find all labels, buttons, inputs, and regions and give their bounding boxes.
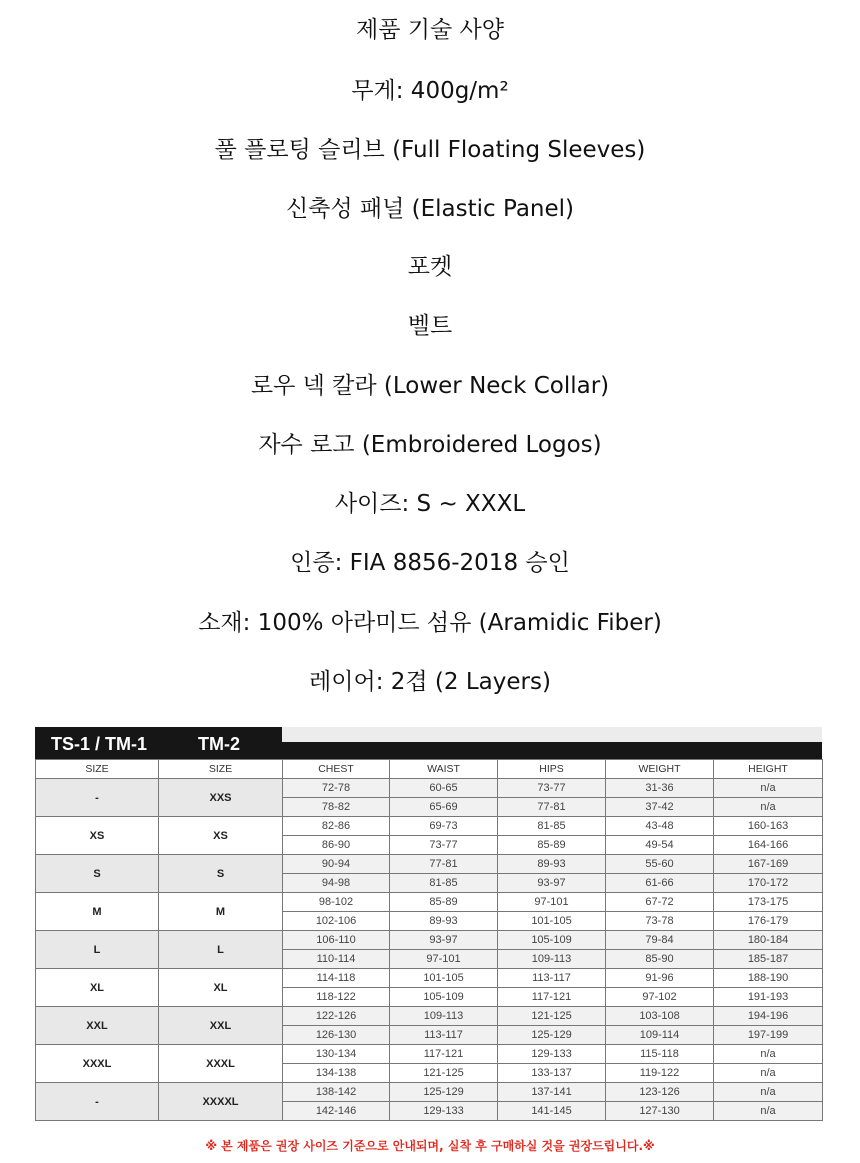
measure-cell: 117-121 (498, 988, 606, 1007)
measure-cell: 89-93 (390, 912, 498, 931)
measure-cell: 191-193 (714, 988, 823, 1007)
spec-weight: 무게: 400g/m² (351, 78, 509, 104)
column-header: WAIST (390, 760, 498, 779)
size-cell-model-a: XS (36, 817, 159, 855)
size-cell-model-a: S (36, 855, 159, 893)
measure-cell: 110-114 (283, 950, 390, 969)
measure-cell: 69-73 (390, 817, 498, 836)
measure-cell: 109-114 (606, 1026, 714, 1045)
measure-cell: 133-137 (498, 1064, 606, 1083)
model-b-label: TM-2 (198, 734, 240, 754)
measure-cell: 127-130 (606, 1102, 714, 1121)
measure-cell: 101-105 (498, 912, 606, 931)
measure-cell: 77-81 (390, 855, 498, 874)
measure-cell: 43-48 (606, 817, 714, 836)
size-cell-model-a: XL (36, 969, 159, 1007)
size-cell-model-b: M (159, 893, 283, 931)
measure-cell: 129-133 (498, 1045, 606, 1064)
measure-cell: 141-145 (498, 1102, 606, 1121)
measure-cell: 98-102 (283, 893, 390, 912)
measure-cell: 197-199 (714, 1026, 823, 1045)
measure-cell: 61-66 (606, 874, 714, 893)
size-cell-model-b: XXXXL (159, 1083, 283, 1121)
size-cell-model-b: XL (159, 969, 283, 1007)
measure-cell: 109-113 (498, 950, 606, 969)
measure-cell: 176-179 (714, 912, 823, 931)
measure-cell: 123-126 (606, 1083, 714, 1102)
measure-cell: n/a (714, 798, 823, 817)
measure-cell: 93-97 (498, 874, 606, 893)
size-grid (35, 759, 823, 1121)
spec-sleeves: 풀 플로팅 슬리브 (Full Floating Sleeves) (214, 137, 646, 163)
measure-cell: 113-117 (498, 969, 606, 988)
measure-cell: 122-126 (283, 1007, 390, 1026)
measure-cell: 167-169 (714, 855, 823, 874)
spec-logos: 자수 로고 (Embroidered Logos) (258, 432, 602, 458)
measure-cell: 102-106 (283, 912, 390, 931)
measure-cell: 97-102 (606, 988, 714, 1007)
measure-cell: 78-82 (283, 798, 390, 817)
measure-cell: 126-130 (283, 1026, 390, 1045)
spec-title: 제품 기술 사양 (356, 17, 504, 43)
size-cell-model-a: XXXL (36, 1045, 159, 1083)
measure-cell: 105-109 (390, 988, 498, 1007)
table-row (36, 1007, 823, 1026)
table-row (36, 779, 823, 798)
measure-cell: 188-190 (714, 969, 823, 988)
measure-cell: 81-85 (498, 817, 606, 836)
measure-cell: 114-118 (283, 969, 390, 988)
measure-cell: 117-121 (390, 1045, 498, 1064)
measure-cell: 97-101 (498, 893, 606, 912)
table-row (36, 969, 823, 988)
measure-cell: 97-101 (390, 950, 498, 969)
measure-cell: 94-98 (283, 874, 390, 893)
measure-cell: 119-122 (606, 1064, 714, 1083)
measure-cell: 73-77 (390, 836, 498, 855)
measure-cell: 101-105 (390, 969, 498, 988)
size-cell-model-a: - (36, 779, 159, 817)
spec-belt: 벨트 (407, 313, 453, 339)
measure-cell: 134-138 (283, 1064, 390, 1083)
measure-cell: 170-172 (714, 874, 823, 893)
measure-cell: 160-163 (714, 817, 823, 836)
column-header: CHEST (283, 760, 390, 779)
measure-cell: 113-117 (390, 1026, 498, 1045)
measure-cell: 194-196 (714, 1007, 823, 1026)
measure-cell: 85-89 (390, 893, 498, 912)
measure-cell: 121-125 (498, 1007, 606, 1026)
measure-cell: n/a (714, 779, 823, 798)
measure-cell: 115-118 (606, 1045, 714, 1064)
measure-cell: 67-72 (606, 893, 714, 912)
measure-cell: 130-134 (283, 1045, 390, 1064)
size-cell-model-b: S (159, 855, 283, 893)
spec-sizes: 사이즈: S ~ XXXL (334, 491, 526, 517)
measure-cell: 105-109 (498, 931, 606, 950)
size-chart (35, 727, 822, 1130)
size-cell-model-b: L (159, 931, 283, 969)
table-row (36, 817, 823, 836)
measure-cell: 73-78 (606, 912, 714, 931)
measure-cell: 49-54 (606, 836, 714, 855)
measure-cell: 125-129 (390, 1083, 498, 1102)
measure-cell: 65-69 (390, 798, 498, 817)
column-header-row (36, 760, 823, 779)
measure-cell: 164-166 (714, 836, 823, 855)
column-header: HEIGHT (714, 760, 823, 779)
table-row (36, 1083, 823, 1102)
size-cell-model-a: M (36, 893, 159, 931)
measure-cell: 142-146 (283, 1102, 390, 1121)
measure-cell: 77-81 (498, 798, 606, 817)
measure-cell: 138-142 (283, 1083, 390, 1102)
size-cell-model-a: - (36, 1083, 159, 1121)
size-cell-model-b: XXXL (159, 1045, 283, 1083)
measure-cell: 173-175 (714, 893, 823, 912)
column-header: HIPS (498, 760, 606, 779)
measure-cell: 55-60 (606, 855, 714, 874)
measure-cell: 106-110 (283, 931, 390, 950)
measure-cell: 180-184 (714, 931, 823, 950)
spec-material: 소재: 100% 아라미드 섬유 (Aramidic Fiber) (198, 610, 662, 636)
measure-cell: n/a (714, 1064, 823, 1083)
measure-cell: n/a (714, 1045, 823, 1064)
measure-cell: 73-77 (498, 779, 606, 798)
column-header: SIZE (159, 760, 283, 779)
spec-collar: 로우 넥 칼라 (Lower Neck Collar) (250, 373, 610, 399)
table-row (36, 855, 823, 874)
model-a-label: TS-1 / TM-1 (51, 734, 148, 754)
size-cell-model-b: XS (159, 817, 283, 855)
footnote: ※ 본 제품은 권장 사이즈 기준으로 안내되며, 실착 후 구매하실 것을 권장드립니다.※ (205, 1139, 655, 1153)
measure-cell: 185-187 (714, 950, 823, 969)
size-cell-model-a: XXL (36, 1007, 159, 1045)
model-header (35, 727, 282, 759)
measure-cell: n/a (714, 1102, 823, 1121)
size-cell-model-b: XXL (159, 1007, 283, 1045)
measure-cell: 81-85 (390, 874, 498, 893)
measure-cell: 91-96 (606, 969, 714, 988)
measure-cell: 85-89 (498, 836, 606, 855)
measure-cell: n/a (714, 1083, 823, 1102)
header-band-grey (282, 727, 822, 742)
column-header: WEIGHT (606, 760, 714, 779)
table-row (36, 1045, 823, 1064)
measure-cell: 121-125 (390, 1064, 498, 1083)
measure-cell: 103-108 (606, 1007, 714, 1026)
measure-cell: 137-141 (498, 1083, 606, 1102)
table-row (36, 931, 823, 950)
measure-cell: 93-97 (390, 931, 498, 950)
column-header: SIZE (36, 760, 159, 779)
size-cell-model-b: XXS (159, 779, 283, 817)
table-row (36, 893, 823, 912)
measure-cell: 86-90 (283, 836, 390, 855)
measure-cell: 82-86 (283, 817, 390, 836)
size-cell-model-a: L (36, 931, 159, 969)
measure-cell: 118-122 (283, 988, 390, 1007)
measure-cell: 31-36 (606, 779, 714, 798)
measure-cell: 79-84 (606, 931, 714, 950)
spec-certification: 인증: FIA 8856-2018 승인 (290, 550, 570, 576)
spec-layers: 레이어: 2겹 (2 Layers) (309, 669, 551, 695)
measure-cell: 89-93 (498, 855, 606, 874)
measure-cell: 60-65 (390, 779, 498, 798)
measure-cell: 90-94 (283, 855, 390, 874)
header-band-black (282, 742, 822, 759)
measure-cell: 85-90 (606, 950, 714, 969)
measure-cell: 125-129 (498, 1026, 606, 1045)
measure-cell: 129-133 (390, 1102, 498, 1121)
spec-pocket: 포켓 (407, 254, 453, 280)
measure-cell: 37-42 (606, 798, 714, 817)
measure-cell: 109-113 (390, 1007, 498, 1026)
spec-elastic-panel: 신축성 패널 (Elastic Panel) (285, 196, 575, 222)
measure-cell: 72-78 (283, 779, 390, 798)
